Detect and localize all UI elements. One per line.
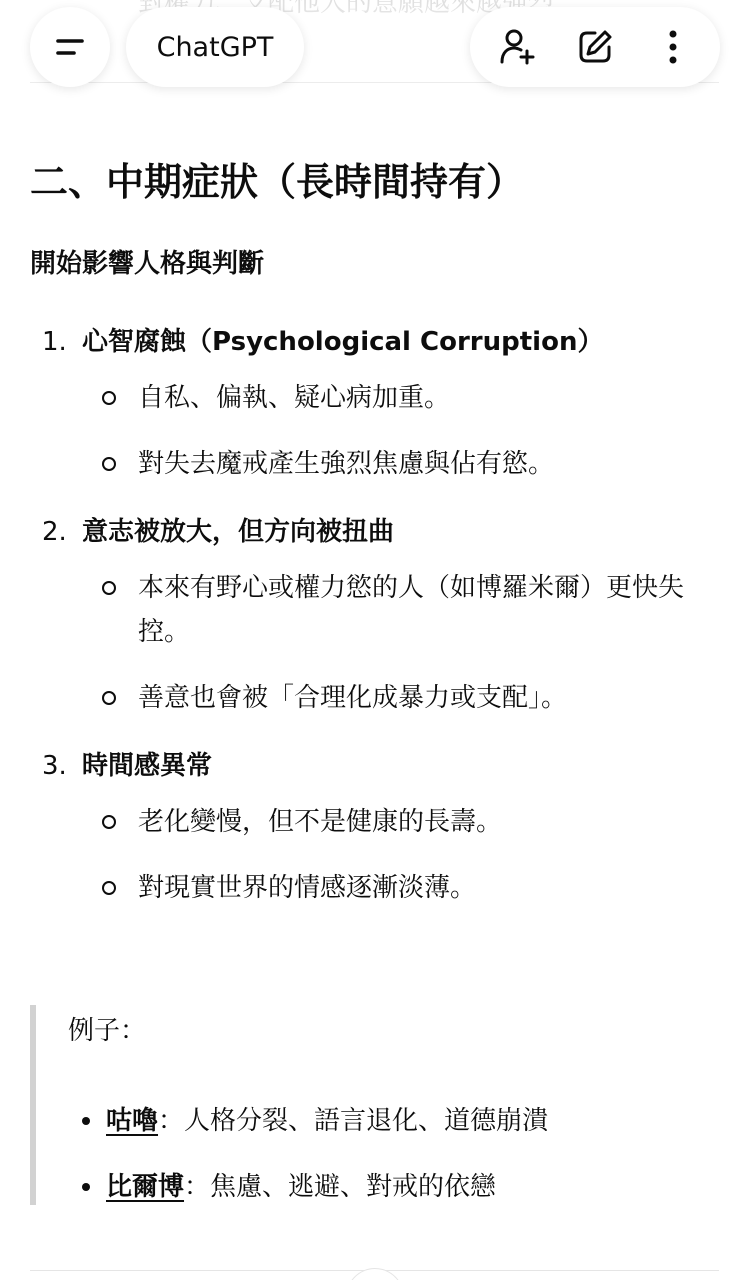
example-item [68, 1097, 720, 1145]
bullet-icon [82, 1117, 90, 1125]
more-options-button[interactable] [645, 19, 701, 75]
sub-item-text: 老化變慢，但不是健康的長壽。 [138, 807, 503, 837]
sub-item-text: 對失去魔戒產生強烈焦慮與佔有慾。 [138, 449, 555, 479]
example-blockquote [30, 1005, 720, 1205]
menu-button[interactable] [30, 7, 110, 87]
list-item [30, 742, 720, 910]
item-number: 3. [42, 751, 67, 781]
sub-list-item [82, 800, 720, 844]
sub-list [82, 800, 720, 910]
item-title: 意志被放大，但方向被扭曲 [82, 517, 395, 547]
example-item [68, 1163, 720, 1211]
sub-list-item [82, 442, 720, 486]
sub-item-text: 自私、偏執、疑心病加重。 [138, 383, 451, 413]
item-number: 1. [42, 327, 67, 357]
symptom-list [30, 318, 720, 910]
sub-list-item [82, 376, 720, 420]
bullet-icon [102, 581, 116, 595]
menu-icon [52, 34, 88, 60]
sub-list-item [82, 566, 720, 654]
example-list [68, 1097, 720, 1211]
more-vertical-icon [663, 27, 683, 67]
item-title: 時間感異常 [82, 751, 213, 781]
header-actions [470, 7, 720, 87]
sub-list [82, 376, 720, 486]
list-item [30, 508, 720, 720]
quote-title: 例子： [68, 1016, 147, 1046]
add-person-icon [497, 27, 537, 67]
item-title: 心智腐蝕（Psychological Corruption） [82, 327, 604, 357]
app-title: ChatGPT [156, 31, 274, 63]
bullet-icon [102, 881, 116, 895]
bullet-icon [82, 1183, 90, 1191]
item-number: 2. [42, 517, 67, 547]
add-people-button[interactable] [489, 19, 545, 75]
sub-item-text: 善意也會被「合理化成暴力或支配」。 [138, 683, 568, 713]
sub-item-text: 本來有野心或權力慾的人（如博羅米爾）更快失控。 [138, 573, 685, 647]
bullet-icon [102, 815, 116, 829]
bullet-icon [102, 691, 116, 705]
section-subheading: 開始影響人格與判斷 [30, 249, 265, 279]
model-selector[interactable] [126, 7, 304, 87]
sub-list [82, 566, 720, 720]
example-name: 比爾博 [106, 1172, 185, 1202]
sub-list-item [82, 866, 720, 910]
example-name: 咕嚕 [106, 1106, 159, 1136]
message-content [30, 150, 720, 932]
bullet-icon [102, 457, 116, 471]
sub-list-item [82, 676, 720, 720]
bullet-icon [102, 391, 116, 405]
section-heading: 二、中期症狀（長時間持有） [30, 160, 525, 204]
edit-icon [575, 27, 615, 67]
sub-item-text: 對現實世界的情感逐漸淡薄。 [138, 873, 477, 903]
example-desc: ：焦慮、逃避、對戒的依戀 [184, 1172, 497, 1202]
new-chat-button[interactable] [567, 19, 623, 75]
list-item [30, 318, 720, 486]
example-desc: ：人格分裂、語言退化、道德崩潰 [158, 1106, 549, 1136]
